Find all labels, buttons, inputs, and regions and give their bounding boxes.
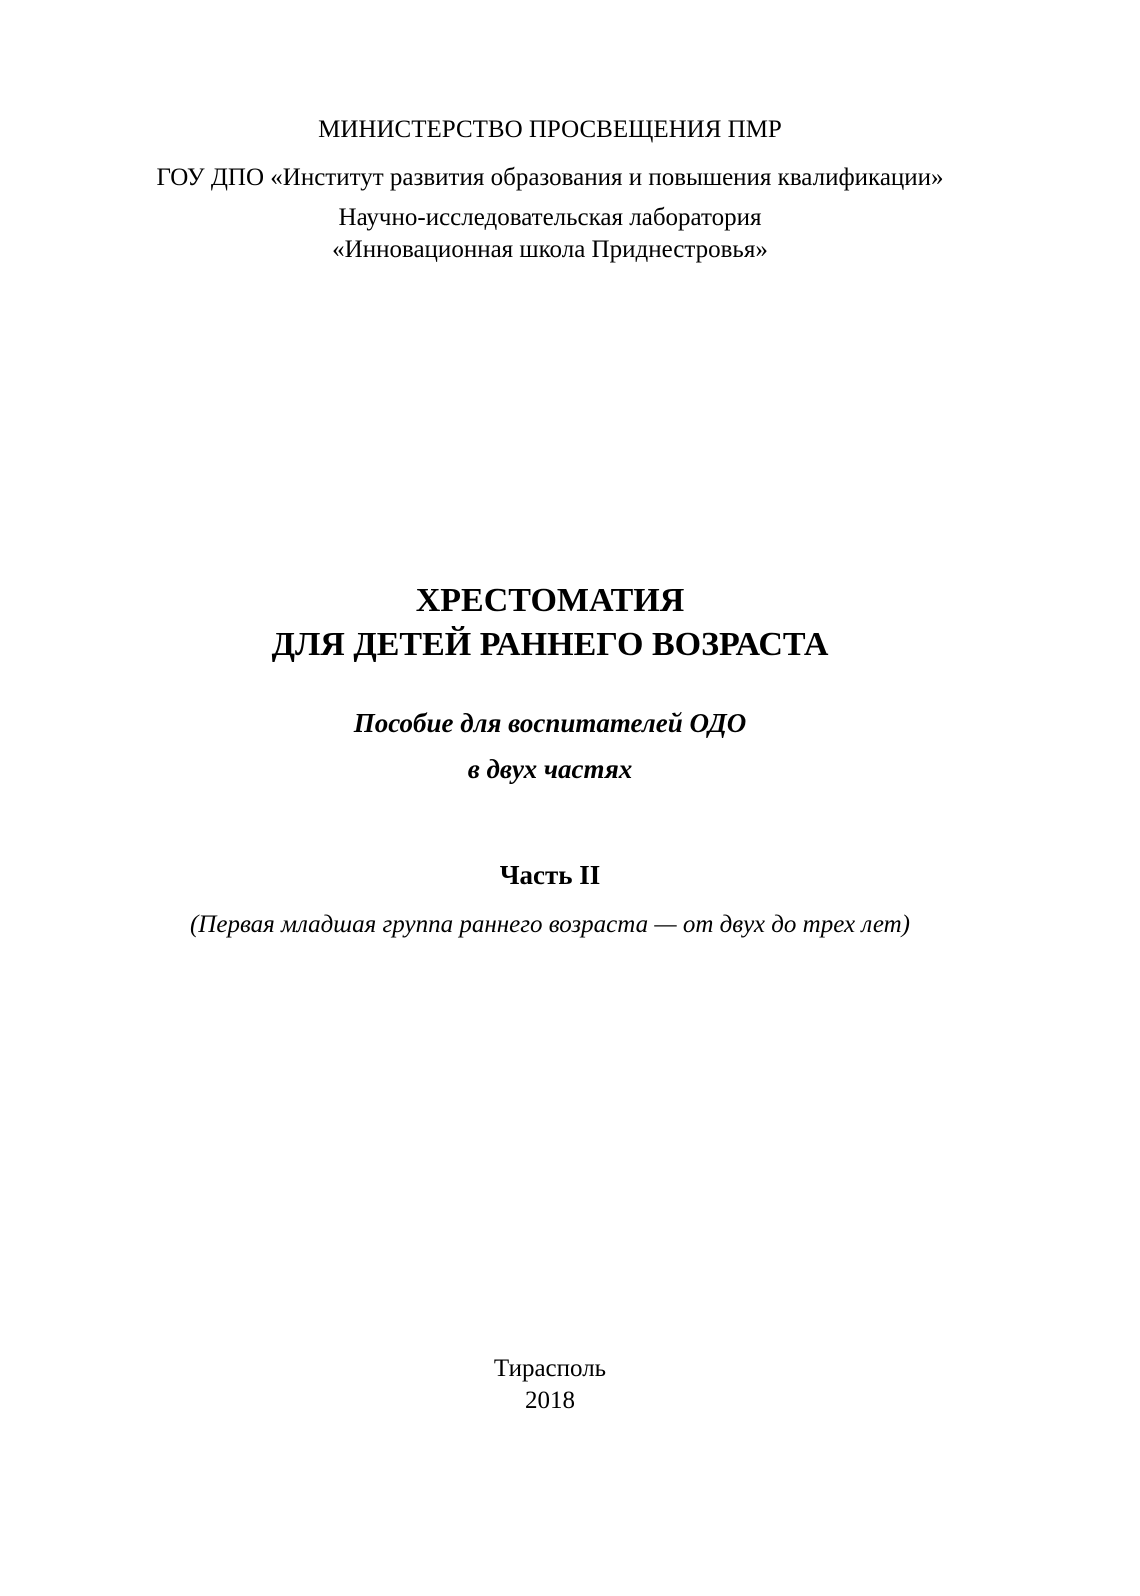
publication-year: 2018 xyxy=(525,1387,575,1414)
ministry-name: МИНИСТЕРСТВО ПРОСВЕЩЕНИЯ ПМР xyxy=(318,116,782,143)
book-title-line2: ДЛЯ ДЕТЕЙ РАННЕГО ВОЗРАСТА xyxy=(271,626,829,663)
part-label: Часть II xyxy=(499,860,601,890)
laboratory-title: «Инновационная школа Приднестровья» xyxy=(332,236,768,263)
laboratory-name: Научно-исследовательская лаборатория xyxy=(338,204,762,231)
book-title-line1: ХРЕСТОМАТИЯ xyxy=(415,582,685,619)
institute-name: ГОУ ДПО «Институт развития образования и повышения квалификации» xyxy=(156,164,944,191)
part-note: (Первая младшая группа раннего возраста — от двух до трех лет) xyxy=(189,911,911,938)
book-subtitle-line2: в двух частях xyxy=(467,754,633,784)
book-subtitle-line1: Пособие для воспитателей ОДО xyxy=(353,708,747,738)
publication-city: Тирасполь xyxy=(493,1355,607,1382)
